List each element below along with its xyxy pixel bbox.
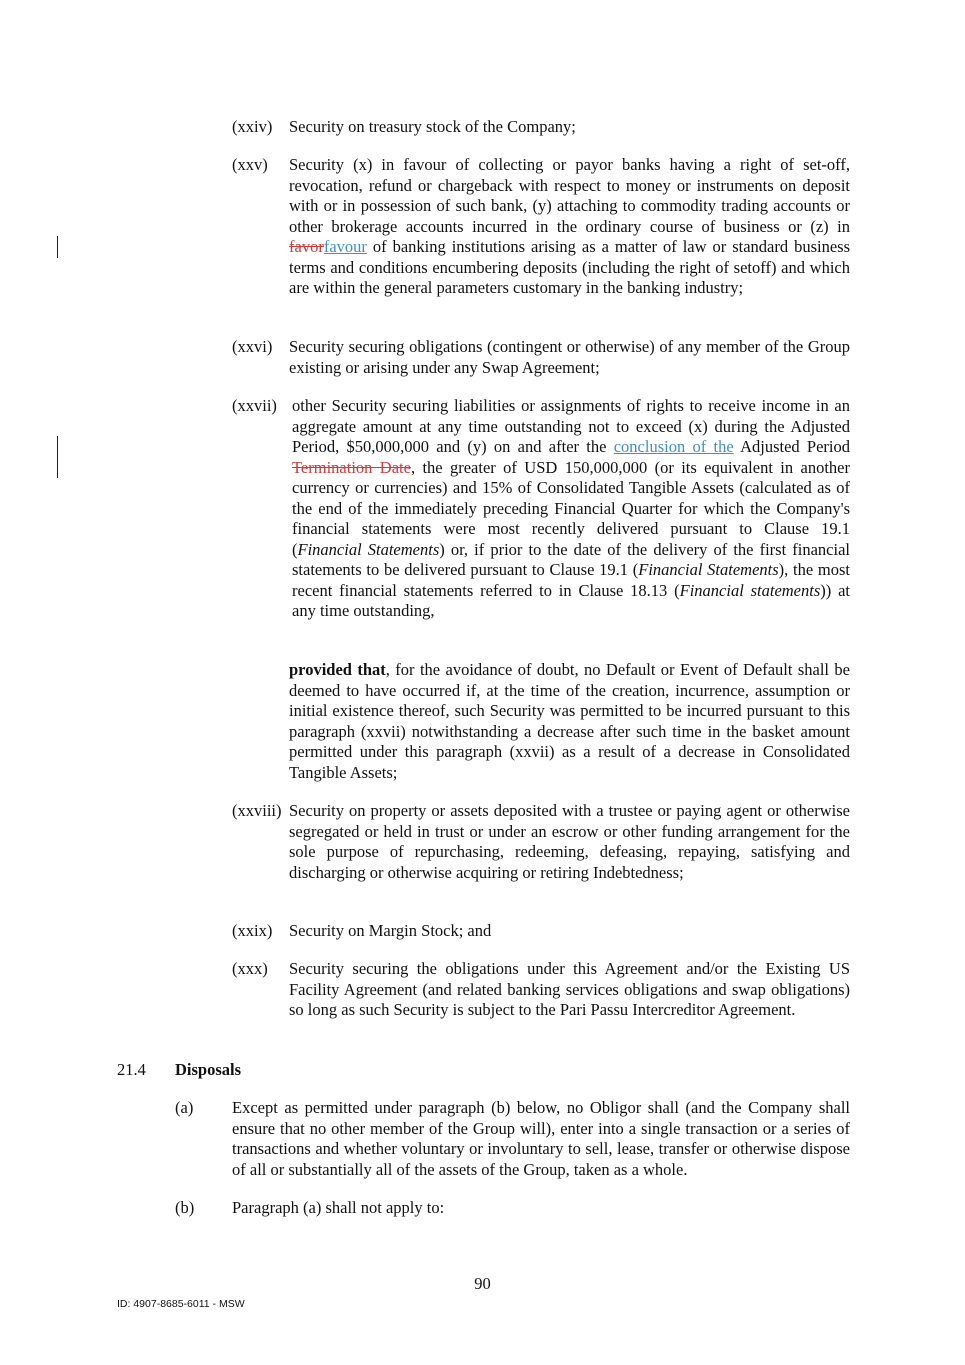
- paragraph-text: Except as permitted under paragraph (b) below, no Obligor shall (and the Company shall ensure that no other member of the Group will), enter into a single transaction or a series of transactions and whether voluntary or involuntary to sell, lease, transfer or otherwise dispose of all or substantially all of the assets of the Group, taken as a whole.: [232, 1098, 850, 1179]
- paragraph-b: [175, 1198, 850, 1219]
- proviso-label: provided that: [289, 660, 386, 679]
- change-bar: [57, 436, 58, 478]
- italic-reference: Financial Statements: [638, 560, 779, 579]
- change-bar: [57, 236, 58, 258]
- item-text: Security on Margin Stock; and: [289, 921, 492, 940]
- paragraph-text: Paragraph (a) shall not apply to:: [232, 1198, 445, 1217]
- italic-reference: Financial statements: [679, 580, 821, 600]
- paragraph-a: [175, 1098, 850, 1180]
- clause-item-xxvii: [232, 396, 850, 622]
- clause-item-xxv: [232, 155, 850, 299]
- deleted-text: Termination Date: [292, 457, 411, 477]
- clause-item-xxix: [232, 921, 850, 942]
- item-text: Security on property or assets deposited with a trustee or paying agent or otherwise segregated or held in trust or under an escrow or other funding arrangement for the sole purpose of repurchasing, redeeming, defeasing, repaying, satisfying and discharging or otherwise acquiring or retiring Indebtedness;: [289, 801, 850, 882]
- paragraph-number: (a): [175, 1098, 194, 1117]
- proviso-text: provided that, for the avoidance of doubt, no Default or Event of Default shall be deemed to have occurred if, at the time of the creation, incurrence, assumption or initial existence thereof, such Security was permitted to be incurred pursuant to this paragraph (xxvii) notwithstanding a decrease after such time in the basket amount permitted under this paragraph (xxvii) as a result of a decrease in Consolidated Tangible Assets;: [289, 660, 850, 782]
- inserted-text: conclusion of the: [613, 437, 734, 456]
- inserted-text: favour: [323, 237, 367, 256]
- section-number: 21.4: [117, 1060, 146, 1079]
- item-text: Security securing obligations (contingent or otherwise) of any member of the Group existing or arising under any Swap Agreement;: [289, 337, 850, 377]
- item-number: (xxvii): [232, 396, 277, 415]
- item-number: (xxiv): [232, 117, 273, 136]
- item-number: (xxviii): [232, 801, 282, 820]
- page-number: 90: [474, 1274, 491, 1293]
- document-id: ID: 4907-8685-6011 - MSW: [117, 1298, 245, 1310]
- item-number: (xxx): [232, 959, 268, 978]
- paragraph-number: (b): [175, 1198, 195, 1217]
- section-title: Disposals: [175, 1060, 242, 1079]
- item-number: (xxvi): [232, 337, 273, 356]
- clause-item-xxvi: [232, 337, 850, 378]
- item-text: Security on treasury stock of the Company;: [289, 117, 576, 136]
- italic-reference: Financial Statements: [297, 539, 440, 559]
- clause-item-xxx: [232, 959, 850, 1021]
- clause-item-xxviii: [232, 801, 850, 883]
- item-text: Security (x) in favour of collecting or payor banks having a right of set-off, revocation, refund or chargeback with respect to money or instruments on deposit with or in possession of such bank, (y) attaching to commodity trading accounts or other brokerage accounts incurred in the ordinary course of business or (z) in favorfavour of banking institutions arising as a matter of law or standard business terms and conditions encumbering deposits (including the right of setoff) and which are within the general parameters customary in the banking industry;: [289, 155, 850, 297]
- clause-item-xxiv: [232, 117, 850, 138]
- proviso-paragraph: [232, 660, 850, 783]
- item-number: (xxix): [232, 921, 273, 940]
- item-text: other Security securing liabilities or assignments of rights to receive income in an aggregate amount at any time outstanding not to exceed (x) during the Adjusted Period, $50,000,000 and (y) on and after the conclusion of the Adjusted Period Termination Date, the greater of USD 150,000,000 (or its equivalent in another currency or currencies) and 15% of Consolidated Tangible Assets (calculated as of the end of the immediately preceding Financial Quarter for which the Company's financial statements were most recently delivered pursuant to Clause 19.1 (Financial Statements) or, if prior to the date of the delivery of the first financial statements to be delivered pursuant to Clause 19.1 (Financial Statements), the most recent financial statements referred to in Clause 18.13 (Financial statements)) at any time outstanding,: [292, 396, 851, 620]
- item-text: Security securing the obligations under this Agreement and/or the Existing US Facility Agreement (and related banking services obligations and swap obligations) so long as such Security is subject to the Pari Passu Intercreditor Agreement.: [289, 959, 850, 1019]
- deleted-text: favor: [289, 237, 324, 256]
- item-number: (xxv): [232, 155, 268, 174]
